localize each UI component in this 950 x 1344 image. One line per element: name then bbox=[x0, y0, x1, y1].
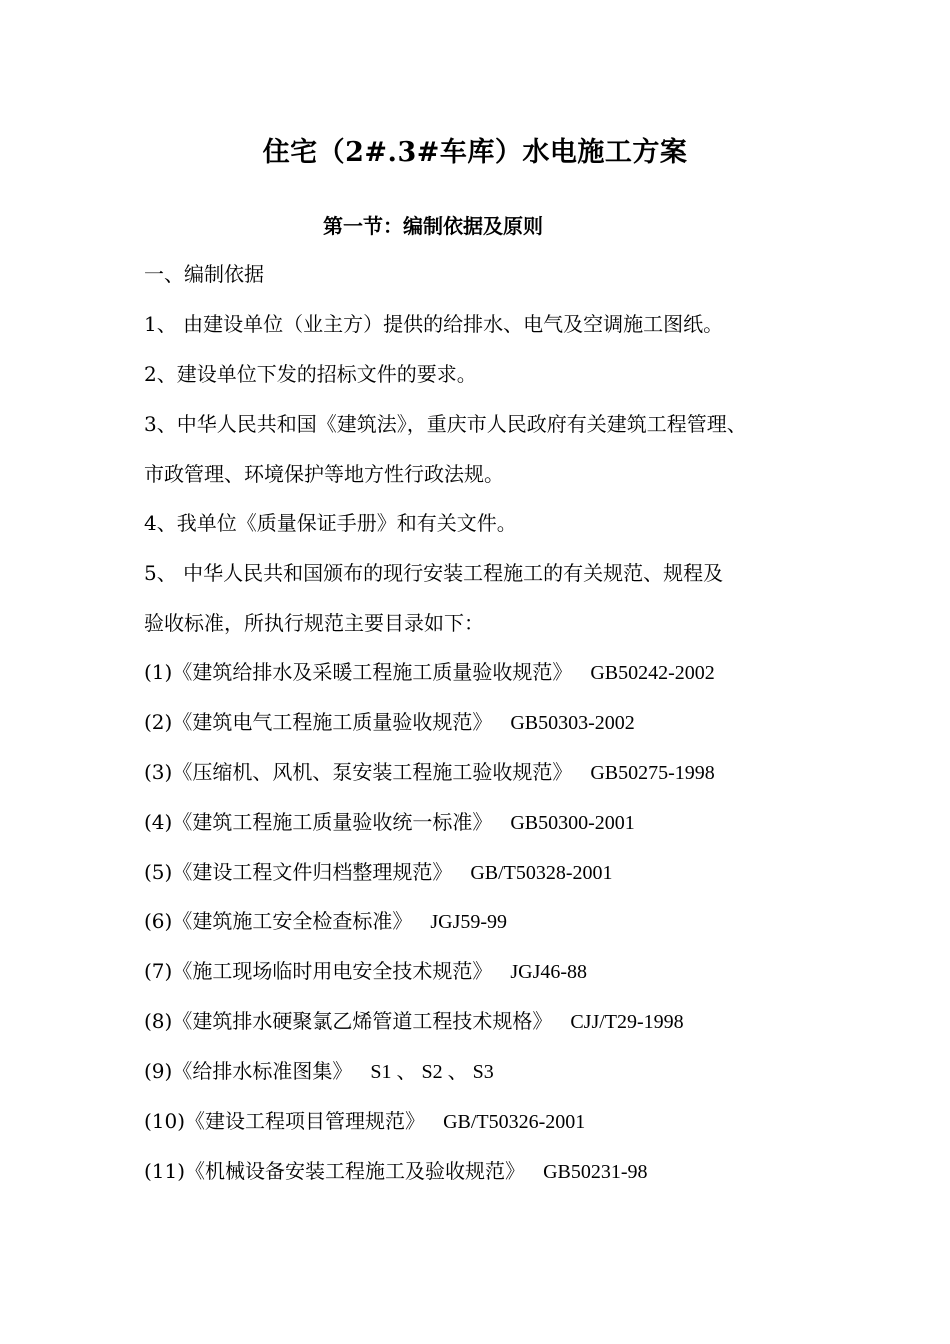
standard-title: (5)《建设工程文件归档整理规范》 bbox=[144, 860, 453, 884]
standard-item bbox=[144, 1156, 648, 1187]
standard-title: (6)《建筑施工安全检查标准》 bbox=[144, 909, 413, 933]
standard-title: (8)《建筑排水硬聚氯乙烯管道工程技术规格》 bbox=[144, 1009, 553, 1033]
standard-item bbox=[144, 906, 507, 937]
standard-code: GB/T50328-2001 bbox=[470, 862, 613, 884]
document-title: 住宅（2#.3#车库）水电施工方案 bbox=[262, 137, 688, 168]
standard-title: (9)《给排水标准图集》 bbox=[144, 1059, 353, 1083]
standard-code: S1 、 S2 、 S3 bbox=[370, 1061, 494, 1083]
paragraph-4: 4、我单位《质量保证手册》和有关文件。 bbox=[144, 511, 517, 535]
standard-title: (11)《机械设备安装工程施工及验收规范》 bbox=[144, 1159, 526, 1183]
standard-title: (7)《施工现场临时用电安全技术规范》 bbox=[144, 959, 493, 983]
standard-title: (2)《建筑电气工程施工质量验收规范》 bbox=[144, 710, 493, 734]
standard-code: GB50303-2002 bbox=[510, 712, 635, 734]
standard-title: (4)《建筑工程施工质量验收统一标准》 bbox=[144, 810, 493, 834]
standard-item bbox=[144, 1006, 684, 1037]
standard-item bbox=[144, 807, 635, 838]
paragraph-5-line-1: 5、 中华人民共和国颁布的现行安装工程施工的有关规范、规程及 bbox=[144, 561, 724, 585]
standard-item bbox=[144, 1056, 494, 1087]
standard-code: GB50300-2001 bbox=[510, 812, 635, 834]
standard-title: (10)《建设工程项目管理规范》 bbox=[144, 1109, 426, 1133]
paragraph-2: 2、建设单位下发的招标文件的要求。 bbox=[144, 362, 477, 386]
standard-code: GB/T50326-2001 bbox=[443, 1111, 586, 1133]
standard-item bbox=[144, 707, 635, 738]
standard-code: GB50275-1998 bbox=[590, 762, 715, 784]
section-heading: 第一节：编制依据及原则 bbox=[323, 214, 543, 238]
standard-item bbox=[144, 757, 715, 788]
paragraph-3-line-2: 市政管理、环境保护等地方性行政法规。 bbox=[144, 462, 504, 486]
standard-item bbox=[144, 1106, 585, 1137]
standard-item bbox=[144, 956, 587, 987]
paragraph-3-line-1: 3、中华人民共和国《建筑法》，重庆市人民政府有关建筑工程管理、 bbox=[144, 412, 747, 436]
standard-code: GB50242-2002 bbox=[590, 662, 715, 684]
standard-code: GB50231-98 bbox=[543, 1161, 648, 1183]
subheading: 一、编制依据 bbox=[144, 262, 264, 286]
standard-title: (3)《压缩机、风机、泵安装工程施工验收规范》 bbox=[144, 760, 573, 784]
standard-item bbox=[144, 857, 613, 888]
standard-title: (1)《建筑给排水及采暖工程施工质量验收规范》 bbox=[144, 660, 573, 684]
standard-code: CJJ/T29-1998 bbox=[570, 1011, 684, 1033]
standard-item bbox=[144, 657, 715, 688]
standard-code: JGJ46-88 bbox=[510, 961, 588, 983]
paragraph-1: 1、 由建设单位（业主方）提供的给排水、电气及空调施工图纸。 bbox=[144, 312, 724, 336]
standard-code: JGJ59-99 bbox=[430, 911, 508, 933]
paragraph-5-line-2: 验收标准，所执行规范主要目录如下： bbox=[144, 611, 484, 635]
